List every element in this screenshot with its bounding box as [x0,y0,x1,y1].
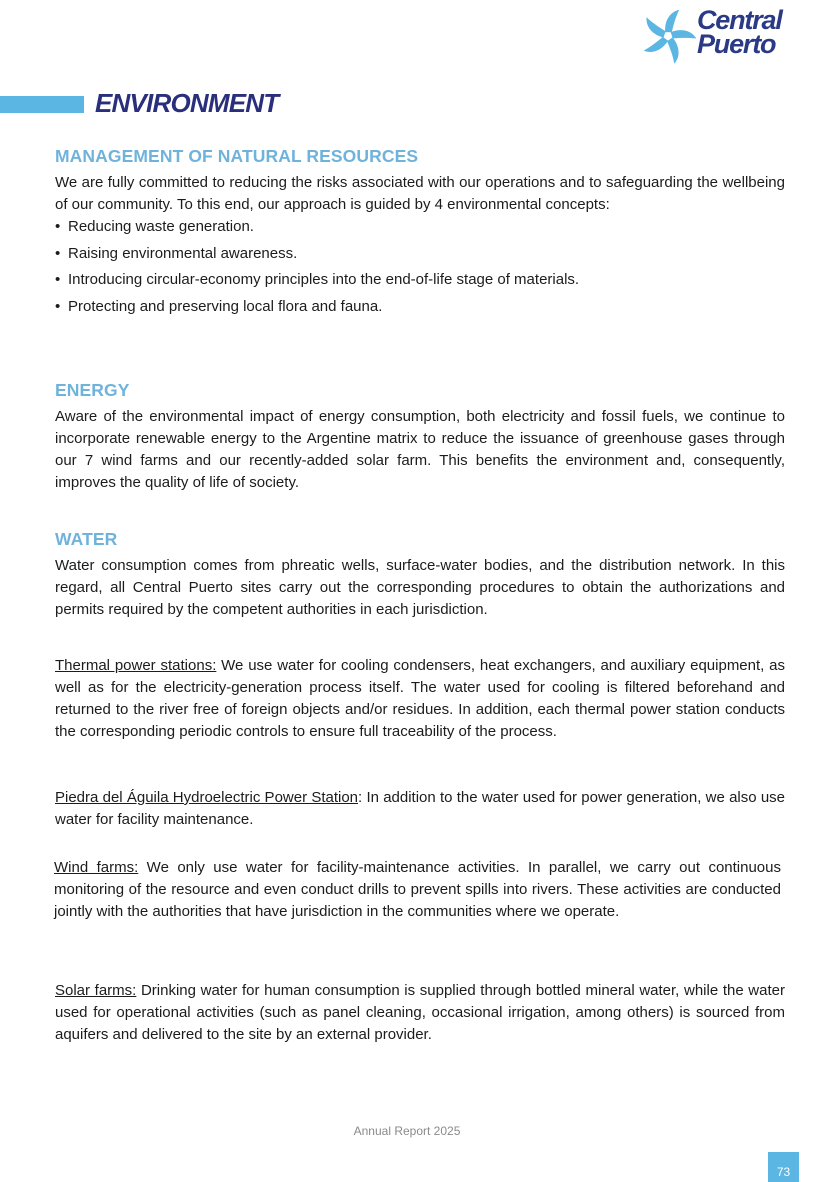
section-natural-resources [55,146,785,324]
list-item: • Protecting and preserving local flora and fauna. [55,297,785,317]
section-heading: WATER [55,529,118,549]
page-title: ENVIRONMENT [95,88,279,118]
section-water [55,529,785,621]
logo-name-line2: Puerto [697,29,776,59]
thermal-label: Thermal power stations: [55,657,217,674]
hydro-text: : In addition to the water used for power generation, we also use water for facility maintenance. [55,789,786,828]
water-wind [54,857,781,923]
water-hydro [55,787,785,831]
title-accent-bar [0,96,84,113]
water-thermal [55,655,785,743]
hydro-paragraph [55,787,785,831]
pinwheel-icon [640,6,696,66]
hydro-label: Piedra del Águila Hydroelectric Power Station [55,789,359,806]
thermal-paragraph [55,655,785,743]
wind-text: We only use water for facility-maintenance activities. In parallel, we carry out continuous monitoring of the resource and even conduct drills to prevent spills into rivers. These activities are conducted jointly with the authorities that have jurisdiction in the communities where we operate. [54,859,781,920]
concepts-list [55,217,785,317]
list-item: • Reducing waste generation. [55,217,785,237]
logo-name-line1: Central [697,5,782,35]
solar-paragraph [55,980,785,1046]
section-heading: MANAGEMENT OF NATURAL RESOURCES [55,146,419,166]
water-solar [55,980,785,1046]
logo-wordmark [697,5,782,59]
solar-text: Drinking water for human consumption is supplied through bottled mineral water, while the water used for operational activities (such as panel cleaning, occasional irrigation, among others) is sourced from aquifers and delivered to the site by an external provider. [55,982,785,1043]
wind-paragraph [54,857,781,923]
company-logo [640,6,802,68]
thermal-text: We use water for cooling condensers, heat exchangers, and auxiliary equipment, as well as for the electricity-generation process itself. The water used for cooling is filtered beforehand and returned to the river free of foreign objects and/or residues. In addition, each thermal power station conducts the corresponding periodic controls to ensure full traceability of the process. [55,657,785,740]
section-heading: ENERGY [55,380,130,400]
list-item: • Raising environmental awareness. [55,244,785,264]
wind-label: Wind farms: [54,859,139,876]
solar-label: Solar farms: [55,982,137,999]
section-intro: Water consumption comes from phreatic wells, surface-water bodies, and the distribution network. In this regard, all Central Puerto sites carry out the corresponding procedures to obtain the authorizations and permits required by the competent authorities in each jurisdiction. [55,557,785,618]
list-item: • Introducing circular-economy principles into the end-of-life stage of materials. [55,270,785,290]
section-intro: We are fully committed to reducing the risks associated with our operations and to safeguarding the wellbeing of our community. To this end, our approach is guided by 4 environmental concepts: [55,174,785,213]
footer-text: Annual Report 2025 [353,1124,461,1138]
section-text: Aware of the environmental impact of energy consumption, both electricity and fossil fuels, we continue to incorporate renewable energy to the Argentine matrix to reduce the issuance of greenhouse gases through our 7 wind farms and our recently-added solar farm. This benefits the environment and, consequently, improves the quality of life of society. [55,408,785,491]
section-energy [55,380,785,494]
page-number: 73 [768,1152,799,1182]
